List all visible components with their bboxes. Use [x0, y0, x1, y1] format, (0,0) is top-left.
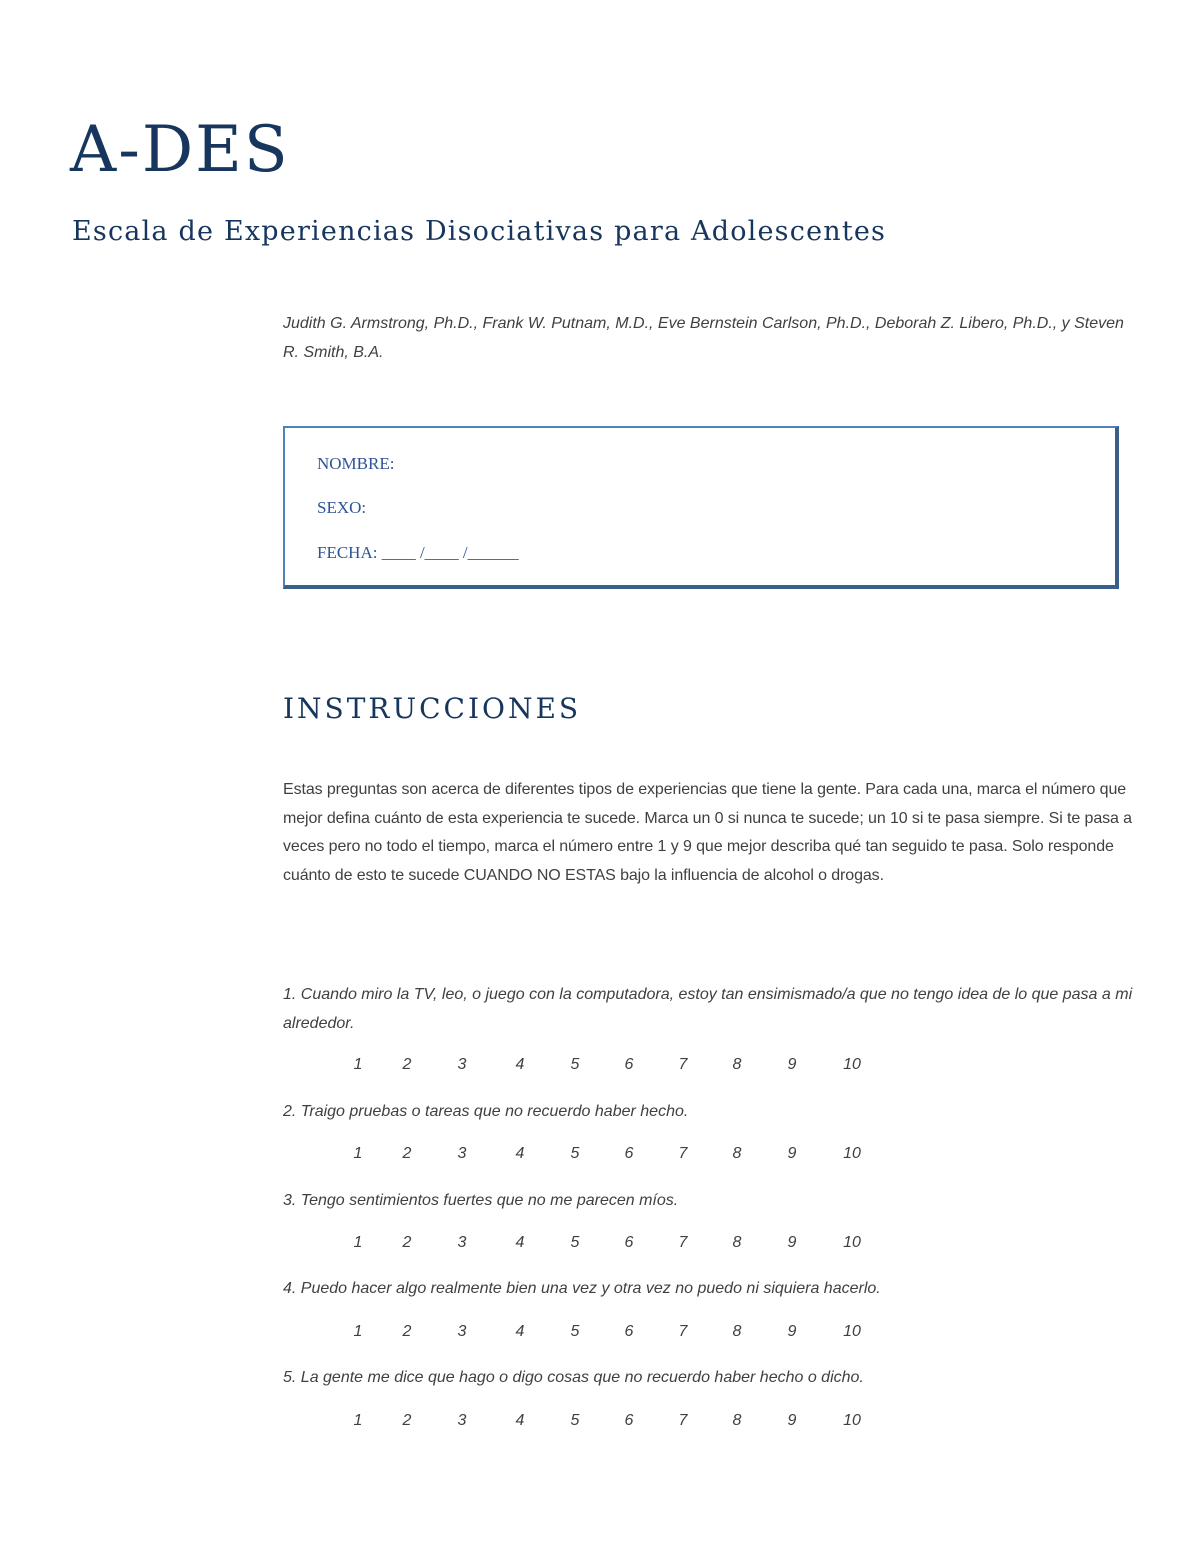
scale-option-9[interactable]: 9: [787, 1056, 797, 1073]
question-3: 3. Tengo sentimientos fuertes que no me parecen míos.: [283, 1192, 679, 1209]
scale-option-6[interactable]: 6: [624, 1234, 634, 1251]
rating-scale-4: [283, 1323, 983, 1347]
scale-option-8[interactable]: 8: [732, 1234, 742, 1251]
rating-scale-1: [283, 1056, 983, 1080]
scale-option-8[interactable]: 8: [732, 1412, 742, 1429]
scale-option-1[interactable]: 1: [353, 1056, 363, 1073]
scale-option-9[interactable]: 9: [787, 1234, 797, 1251]
scale-option-7[interactable]: 7: [678, 1234, 688, 1251]
scale-option-4[interactable]: 4: [515, 1234, 525, 1251]
rating-scale-3: [283, 1234, 983, 1258]
scale-option-3[interactable]: 3: [457, 1323, 467, 1340]
scale-option-1[interactable]: 1: [353, 1145, 363, 1162]
scale-option-6[interactable]: 6: [624, 1145, 634, 1162]
scale-option-5[interactable]: 5: [570, 1412, 580, 1429]
scale-option-1[interactable]: 1: [353, 1323, 363, 1340]
scale-option-6[interactable]: 6: [624, 1323, 634, 1340]
scale-option-9[interactable]: 9: [787, 1145, 797, 1162]
respondent-info-box: [283, 426, 1119, 589]
scale-option-9[interactable]: 9: [787, 1412, 797, 1429]
scale-option-3[interactable]: 3: [457, 1234, 467, 1251]
instructions-heading: INSTRUCCIONES: [283, 692, 582, 725]
scale-option-8[interactable]: 8: [732, 1145, 742, 1162]
scale-option-4[interactable]: 4: [515, 1056, 525, 1073]
document-subtitle: Escala de Experiencias Disociativas para Adolescentes: [72, 216, 887, 247]
scale-option-3[interactable]: 3: [457, 1145, 467, 1162]
scale-option-4[interactable]: 4: [515, 1323, 525, 1340]
scale-option-7[interactable]: 7: [678, 1323, 688, 1340]
scale-option-3[interactable]: 3: [457, 1056, 467, 1073]
scale-option-8[interactable]: 8: [732, 1056, 742, 1073]
rating-scale-5: [283, 1412, 983, 1436]
scale-option-4[interactable]: 4: [515, 1145, 525, 1162]
scale-option-6[interactable]: 6: [624, 1056, 634, 1073]
question-2: 2. Traigo pruebas o tareas que no recuerdo haber hecho.: [283, 1103, 689, 1120]
scale-option-2[interactable]: 2: [402, 1145, 412, 1162]
scale-option-6[interactable]: 6: [624, 1412, 634, 1429]
instructions-text: Estas preguntas son acerca de diferentes tipos de experiencias que tiene la gente. Para cada una, marca el número que mejor defina cuánto de esta experiencia te sucede. Marca un 0 si nunca te sucede; un 10 si te pasa siempre. Si te pasa a veces pero no todo el tiempo, marca el número entre 1 y 9 que mejor describa qué tan seguido te pasa. Solo responde cuánto de esto te sucede CUANDO NO ESTAS bajo la influencia de alcohol o drogas.: [283, 781, 1132, 884]
scale-option-3[interactable]: 3: [457, 1412, 467, 1429]
scale-option-7[interactable]: 7: [678, 1056, 688, 1073]
scale-option-5[interactable]: 5: [570, 1145, 580, 1162]
scale-option-5[interactable]: 5: [570, 1056, 580, 1073]
scale-option-4[interactable]: 4: [515, 1412, 525, 1429]
scale-option-10[interactable]: 10: [843, 1234, 861, 1251]
scale-option-10[interactable]: 10: [843, 1145, 861, 1162]
scale-option-2[interactable]: 2: [402, 1323, 412, 1340]
scale-option-1[interactable]: 1: [353, 1412, 363, 1429]
date-field-label[interactable]: FECHA: ____ /____ /______: [317, 543, 519, 562]
scale-option-7[interactable]: 7: [678, 1412, 688, 1429]
document-title: A-DES: [70, 113, 290, 187]
question-1: 1. Cuando miro la TV, leo, o juego con la computadora, estoy tan ensimismado/a que no tengo idea de lo que pasa a mi alrededor.: [283, 986, 1133, 1032]
question-5: 5. La gente me dice que hago o digo cosas que no recuerdo haber hecho o dicho.: [283, 1369, 864, 1386]
scale-option-8[interactable]: 8: [732, 1323, 742, 1340]
scale-option-2[interactable]: 2: [402, 1412, 412, 1429]
scale-option-5[interactable]: 5: [570, 1323, 580, 1340]
name-field-label[interactable]: NOMBRE:: [317, 454, 395, 473]
scale-option-10[interactable]: 10: [843, 1056, 861, 1073]
authors-line: Judith G. Armstrong, Ph.D., Frank W. Putnam, M.D., Eve Bernstein Carlson, Ph.D., Deborah Z. Libero, Ph.D., y Steven R. Smith, B.A.: [283, 315, 1124, 361]
rating-scale-2: [283, 1145, 983, 1169]
scale-option-10[interactable]: 10: [843, 1412, 861, 1429]
scale-option-7[interactable]: 7: [678, 1145, 688, 1162]
scale-option-2[interactable]: 2: [402, 1056, 412, 1073]
scale-option-9[interactable]: 9: [787, 1323, 797, 1340]
scale-option-5[interactable]: 5: [570, 1234, 580, 1251]
question-4: 4. Puedo hacer algo realmente bien una vez y otra vez no puedo ni siquiera hacerlo.: [283, 1280, 881, 1297]
sex-field-label[interactable]: SEXO:: [317, 498, 367, 517]
scale-option-10[interactable]: 10: [843, 1323, 861, 1340]
scale-option-2[interactable]: 2: [402, 1234, 412, 1251]
scale-option-1[interactable]: 1: [353, 1234, 363, 1251]
